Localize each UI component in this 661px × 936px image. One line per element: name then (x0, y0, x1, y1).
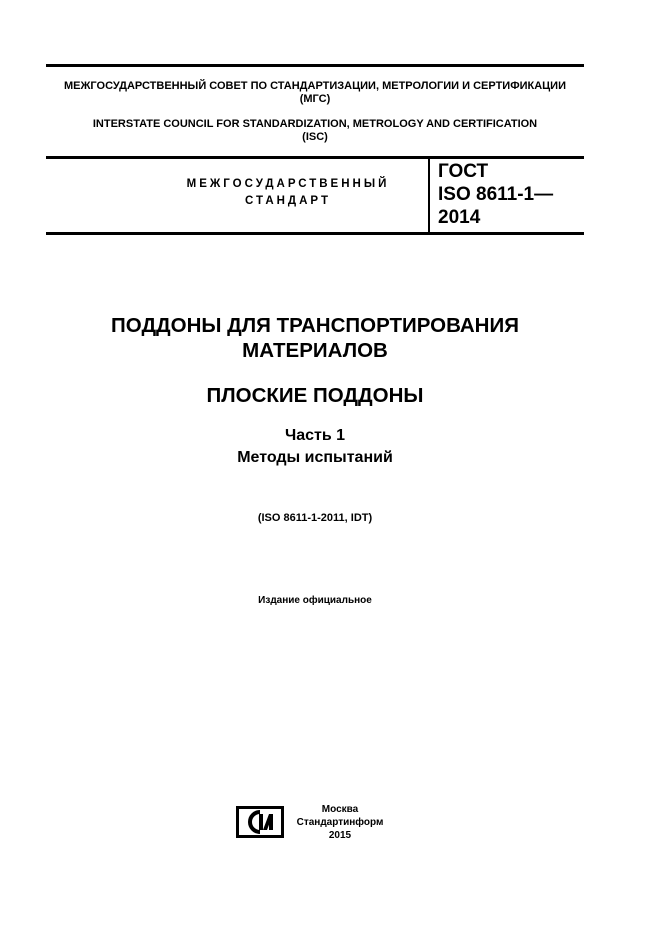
document-title-line2: МАТЕРИАЛОВ (242, 339, 388, 362)
standard-type-line2: СТАНДАРТ (245, 195, 331, 207)
council-ru-line1: МЕЖГОСУДАРСТВЕННЫЙ СОВЕТ ПО СТАНДАРТИЗАЦИИ, МЕТРОЛОГИИ И СЕРТИФИКАЦИИ (63, 80, 566, 92)
designation-line2: ISO 8611-1— (438, 184, 554, 205)
standartinform-logo (236, 806, 284, 838)
council-en-abbr: (ISC) (302, 131, 328, 143)
council-en-line1: INTERSTATE COUNCIL FOR STANDARDIZATION, METROLOGY AND CERTIFICATION (92, 118, 538, 130)
iso-reference: (ISO 8611-1-2011, IDT) (257, 512, 373, 524)
council-ru-abbr: (МГС) (299, 93, 331, 105)
designation-line1: ГОСТ (438, 161, 489, 182)
part-title: Методы испытаний (237, 449, 393, 466)
standard-type-line1: МЕЖГОСУДАРСТВЕННЫЙ (186, 178, 390, 190)
designation-line3: 2014 (438, 207, 481, 228)
standard-block-bottom-rule (46, 232, 584, 235)
document-title-line1: ПОДДОНЫ ДЛЯ ТРАНСПОРТИРОВАНИЯ (111, 314, 519, 337)
document-subtitle: ПЛОСКИЕ ПОДДОНЫ (206, 384, 424, 407)
edition-note: Издание официальное (258, 595, 372, 606)
publisher-city: Москва (321, 804, 359, 815)
part-number: Часть 1 (284, 427, 346, 444)
publisher-info (290, 803, 390, 842)
standard-block-top-rule (46, 156, 584, 159)
standard-block-divider (428, 157, 430, 234)
standard-designation (438, 160, 553, 229)
publisher-year: 2015 (328, 830, 352, 841)
publisher-name: Стандартинформ (296, 817, 384, 828)
top-rule (46, 64, 584, 67)
